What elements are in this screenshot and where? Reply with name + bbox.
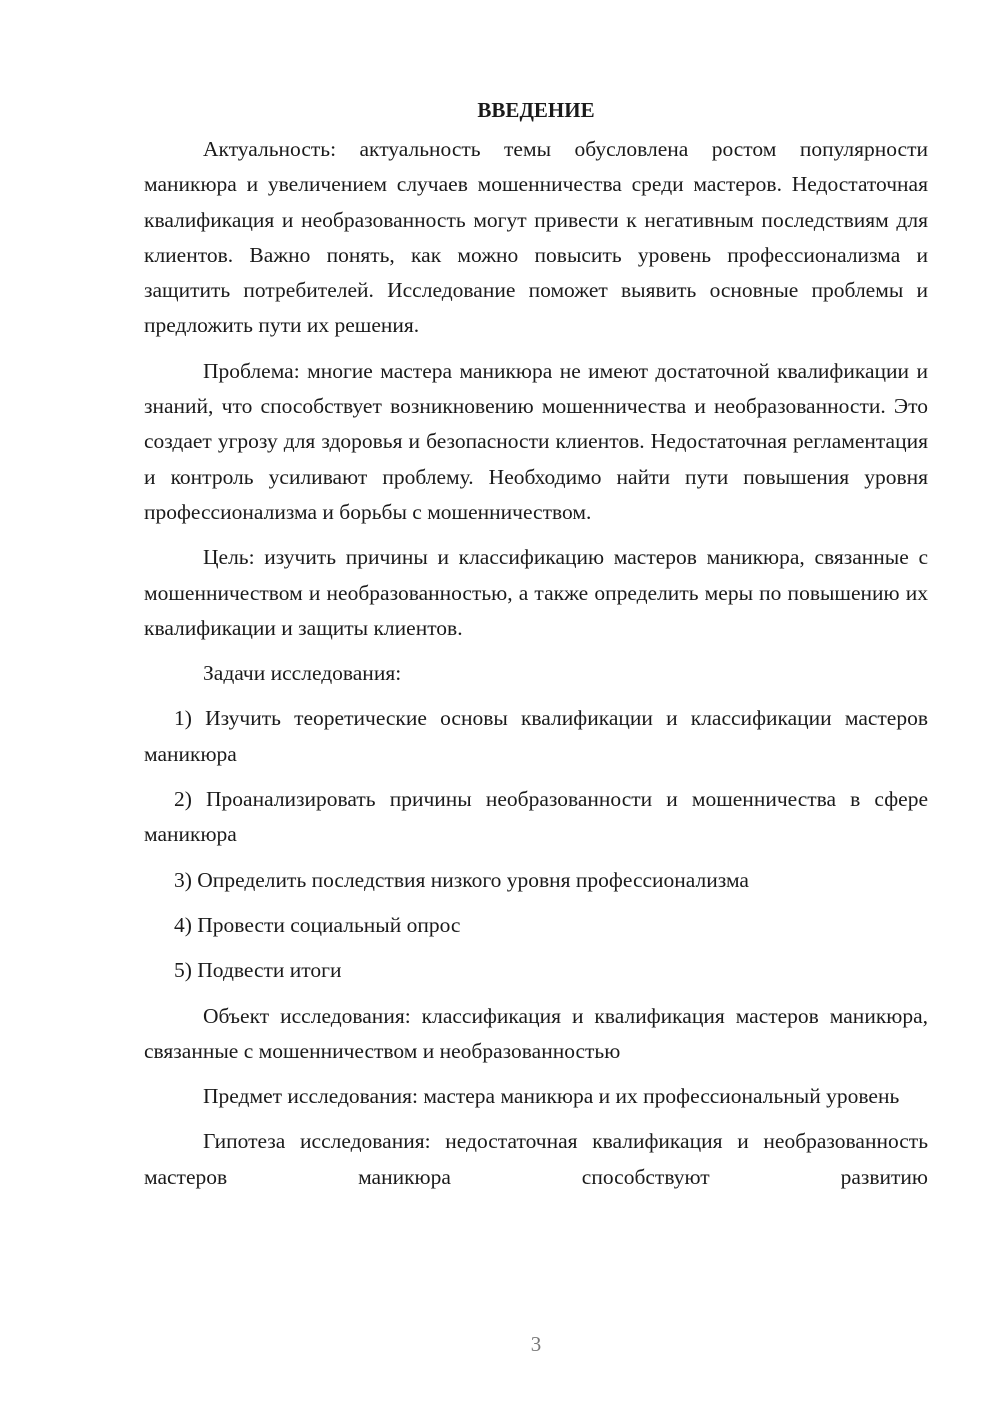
task-item-3: 3) Определить последствия низкого уровня профессионализма [174,867,749,892]
paragraph-hypothesis: Гипотеза исследования: недостаточная квалификация и необразованность мастеров маникюра способствуют развитию [144,1129,928,1189]
paragraph-relevance: Актуальность: актуальность темы обусловлена ростом популярности маникюра и увеличением случаев мошенничества среди мастеров. Недостаточная квалификация и необразованность могут привести к негативным последствиям для клиентов. Важно понять, как можно повысить уровень профессионализма и защитить потребителей. Исследование поможет выявить основные проблемы и предложить пути их решения. [144,137,928,338]
tasks-heading: Задачи исследования: [203,661,402,686]
paragraph-problem: Проблема: многие мастера маникюра не имеют достаточной квалификации и знаний, что способствует возникновению мошенничества и необразованности. Это создает угрозу для здоровья и безопасности клиентов. Недостаточная регламентация и контроль усиливают проблему. Необходимо найти пути повышения уровня профессионализма и борьбы с мошенничеством. [144,358,928,524]
page-number: 3 [530,1332,542,1356]
task-item-1: 1) Изучить теоретические основы квалификации и классификации мастеров маникюра [144,706,928,766]
page-title: ВВЕДЕНИЕ [477,98,595,122]
paragraph-subject: Предмет исследования: мастера маникюра и их профессиональный уровень [203,1084,900,1109]
paragraph-goal: Цель: изучить причины и классификацию мастеров маникюра, связанные с мошенничеством и необразованностью, а также определить меры по повышению их квалификации и защиты клиентов. [144,545,928,640]
document-page [144,92,928,1205]
task-item-5: 5) Подвести итоги [174,958,342,983]
paragraph-object: Объект исследования: классификация и квалификация мастеров маникюра, связанные с мошенничеством и необразованностью [144,1003,928,1063]
task-item-4: 4) Провести социальный опрос [174,912,461,937]
task-item-2: 2) Проанализировать причины необразованности и мошенничества в сфере маникюра [144,787,928,847]
